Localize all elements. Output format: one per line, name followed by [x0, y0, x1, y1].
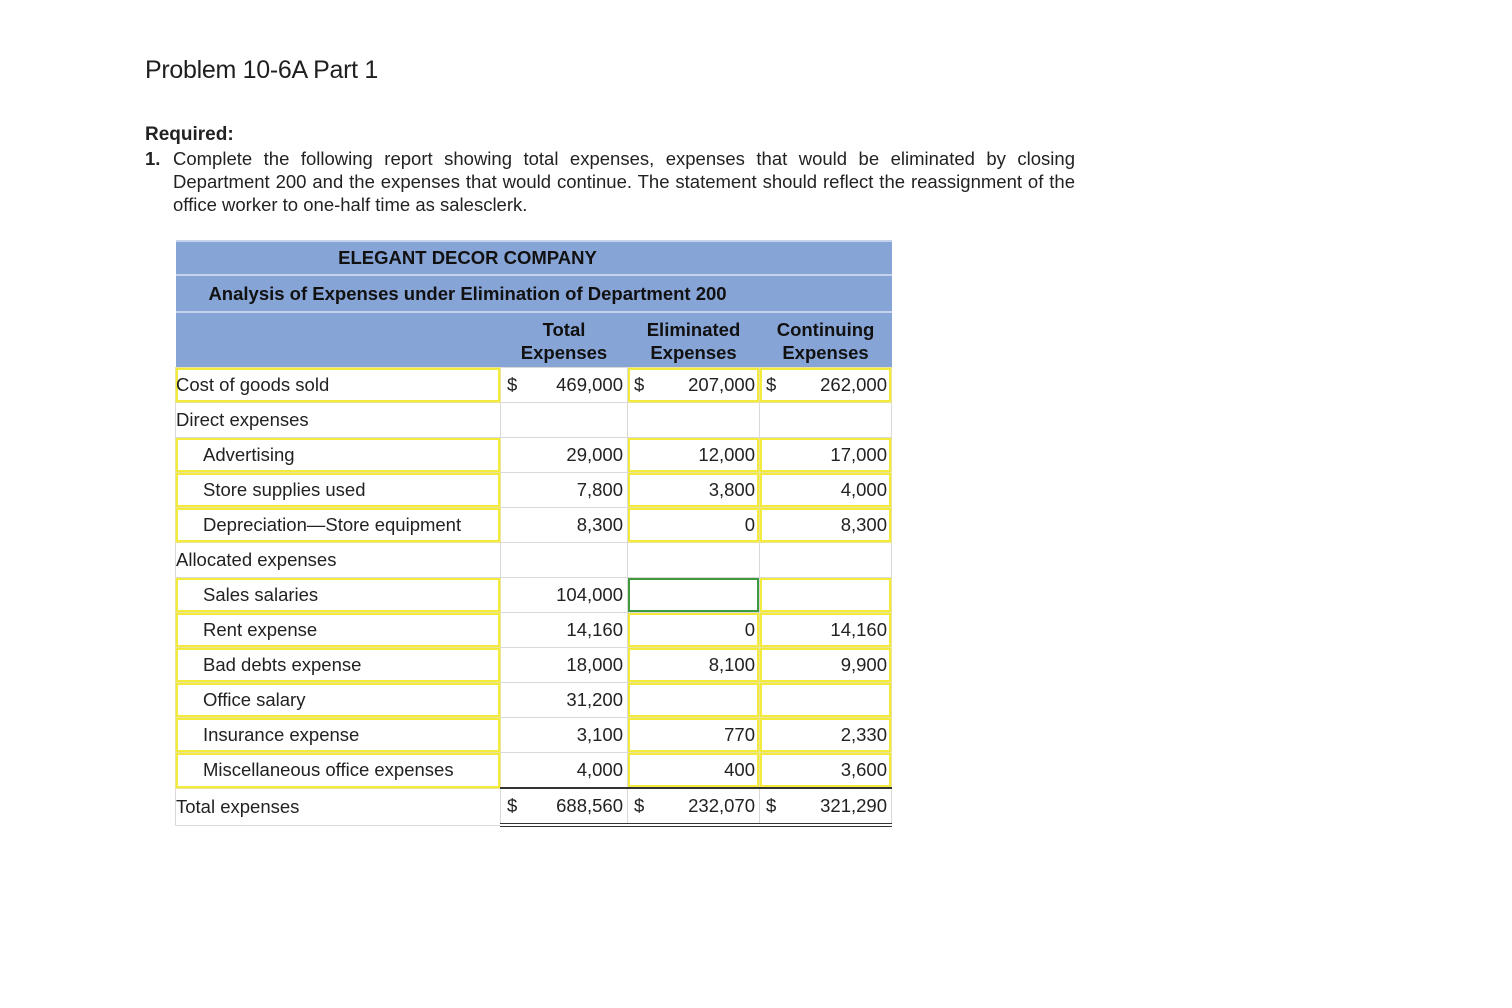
page-title: Problem 10-6A Part 1 [145, 56, 379, 84]
column-header-row [176, 312, 892, 368]
misc-office-eliminated-input[interactable]: 400 [628, 753, 760, 789]
row-label: Depreciation—Store equipment [176, 508, 501, 543]
table-row-depreciation [176, 508, 892, 543]
row-label: Store supplies used [176, 473, 501, 508]
row-label: Advertising [176, 438, 501, 473]
subtitle-banner-row [176, 275, 892, 312]
row-label: Direct expenses [176, 403, 501, 438]
total-expenses-cell: $ 688,560 [501, 788, 628, 825]
row-label: Insurance expense [176, 718, 501, 753]
depreciation-eliminated-input[interactable]: 0 [628, 508, 760, 543]
report-subtitle: Analysis of Expenses under Elimination of Department 200 [176, 275, 760, 312]
row-label: Total expenses [176, 788, 501, 825]
instruction-text: Complete the following report showing total expenses, expenses that would be eliminated by closing Department 200 and the expenses that would continue. The statement should reflect the reassignment of the office worker to one-half time as salesclerk. [173, 148, 1075, 215]
expense-analysis-table [175, 240, 892, 827]
table-row-sales-salaries [176, 578, 892, 613]
sales-salaries-eliminated-input[interactable] [628, 578, 760, 613]
cogs-continuing-input[interactable]: $ 262,000 [760, 368, 892, 403]
row-label: Sales salaries [176, 578, 501, 613]
insurance-eliminated-input[interactable]: 770 [628, 718, 760, 753]
misc-office-total-cell: 4,000 [501, 753, 628, 789]
rent-total-cell: 14,160 [501, 613, 628, 648]
store-supplies-total-cell: 7,800 [501, 473, 628, 508]
table-row-advertising [176, 438, 892, 473]
bad-debts-total-cell: 18,000 [501, 648, 628, 683]
row-label: Rent expense [176, 613, 501, 648]
table-row-allocated-header [176, 543, 892, 578]
bad-debts-eliminated-input[interactable]: 8,100 [628, 648, 760, 683]
sales-salaries-total-cell: 104,000 [501, 578, 628, 613]
cogs-eliminated-input[interactable]: $ 207,000 [628, 368, 760, 403]
advertising-continuing-input[interactable]: 17,000 [760, 438, 892, 473]
advertising-eliminated-input[interactable]: 12,000 [628, 438, 760, 473]
advertising-total-cell: 29,000 [501, 438, 628, 473]
table-row-store-supplies [176, 473, 892, 508]
table-row-total [176, 788, 892, 825]
row-label: Bad debts expense [176, 648, 501, 683]
col-header-eliminated: Eliminated Expenses [628, 312, 760, 368]
col-header-continuing: Continuing Expenses [760, 312, 892, 368]
instruction-number: 1. [145, 148, 161, 169]
required-label: Required: [145, 124, 234, 145]
misc-office-continuing-input[interactable]: 3,600 [760, 753, 892, 789]
office-salary-total-cell: 31,200 [501, 683, 628, 718]
sales-salaries-continuing-input[interactable] [760, 578, 892, 613]
instruction [145, 147, 1075, 216]
table-row-cogs [176, 368, 892, 403]
store-supplies-eliminated-input[interactable]: 3,800 [628, 473, 760, 508]
table-row-rent [176, 613, 892, 648]
company-banner-row [176, 241, 892, 275]
row-label: Miscellaneous office expenses [176, 753, 501, 789]
table-row-direct-header [176, 403, 892, 438]
col-header-total: Total Expenses [501, 312, 628, 368]
store-supplies-continuing-input[interactable]: 4,000 [760, 473, 892, 508]
table-row-misc-office [176, 753, 892, 789]
table-row-office-salary [176, 683, 892, 718]
office-salary-eliminated-input[interactable] [628, 683, 760, 718]
depreciation-continuing-input[interactable]: 8,300 [760, 508, 892, 543]
row-label: Office salary [176, 683, 501, 718]
bad-debts-continuing-input[interactable]: 9,900 [760, 648, 892, 683]
total-eliminated-cell: $ 232,070 [628, 788, 760, 825]
table-row-insurance [176, 718, 892, 753]
total-continuing-cell: $ 321,290 [760, 788, 892, 825]
row-label: Allocated expenses [176, 543, 501, 578]
office-salary-continuing-input[interactable] [760, 683, 892, 718]
company-name: ELEGANT DECOR COMPANY [176, 241, 760, 275]
rent-eliminated-input[interactable]: 0 [628, 613, 760, 648]
depreciation-total-cell: 8,300 [501, 508, 628, 543]
table-row-bad-debts [176, 648, 892, 683]
insurance-total-cell: 3,100 [501, 718, 628, 753]
rent-continuing-input[interactable]: 14,160 [760, 613, 892, 648]
cogs-total-cell: $ 469,000 [501, 368, 628, 403]
row-label: Cost of goods sold [176, 368, 501, 403]
insurance-continuing-input[interactable]: 2,330 [760, 718, 892, 753]
